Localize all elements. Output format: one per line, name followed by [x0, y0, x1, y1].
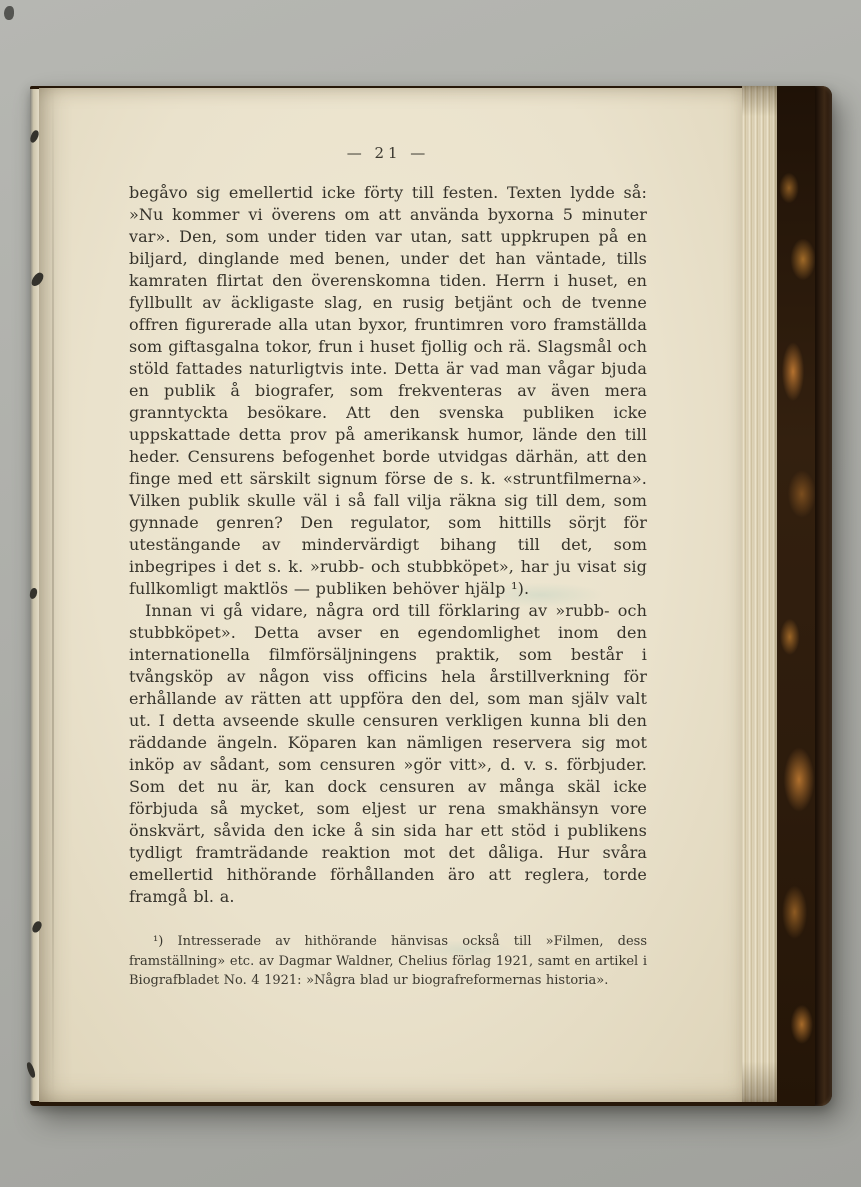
leather-edge	[815, 86, 832, 1106]
paragraph: begåvo sig emellertid icke förty till festen. Texten lydde så: »Nu kommer vi överens om att använda byxorna 5 minuter var». Den, som under tiden var utan, satt uppkrupen på en biljard, dinglande med benen, under det han väntade, tills kamraten flirtat den överenskomna tiden. Herrn i huset, en fyllbullt av äckligaste slag, en rusig betjänt och de tvenne offren figurerade alla utan byxor, fruntimren voro framställda som giftasgalna tokor, frun i huset fjollig och rä. Slagsmål och stöld fattades naturligtvis inte. Detta är vad man vågar bjuda en publik å biografer, som frekventeras av även mera granntyckta besökare. Att den svenska publiken icke uppskattade detta prov på amerikansk humor, lände den till heder. Censurens befogenhet borde utvidgas därhän, att den finge med ett särskilt signum förse de s. k. «struntfilmerna». Vilken publik skulle väl i så fall vilja räkna sig till dem, som gynnade genren? Den regulator, som hittills sörjt för utestängande av mindervärdigt bihang till det, som inbegripes i det s. k. »rubb- och stubbköpet», har ju visat sig fullkomligt maktlös — publiken behöver hjälp ¹).	[129, 183, 647, 598]
page-edge-stack	[742, 86, 780, 1102]
book-page	[39, 88, 745, 1102]
paragraph: Innan vi gå vidare, några ord till förklaring av »rubb- och stubbköpet». Detta avser en egendomlighet inom den internationella filmförsäljningens praktik, som består i tvångsköp av någon viss officins hela årstillverkning för erhållande av rätten att uppföra den del, som man själv valt ut. I detta avseende skulle censuren verkligen kunna bli den räddande ängeln. Köparen kan nämligen reservera sig mot inköp av sådant, som censuren »gör vitt», d. v. s. förbjuder. Som det nu är, kan dock censuren av många skäl icke förbjuda så mycket, som eljest ur rena smakhänsyn vore önskvärt, såvida den icke å sin sida har ett stöd i publikens tydligt framträdande reaktion mot det dåliga. Hur svåra emellertid hithörande förhållanden äro att reglera, torde framgå bl. a.	[129, 601, 647, 906]
corner-speck	[4, 6, 14, 20]
page-content	[129, 144, 647, 991]
footnote: ¹) Intresserade av hithörande hänvisas också till »Filmen, dess framställning» etc. av Dagmar Waldner, Chelius förlag 1921, samt en artikel i Biografbladet No. 4 1921: »Några blad ur biografreformernas historia».	[129, 934, 647, 988]
gutter-fold-line	[52, 88, 54, 1102]
page-number: — 21 —	[346, 144, 430, 162]
book	[30, 86, 832, 1106]
body-text	[129, 182, 647, 908]
marbled-spine	[777, 86, 817, 1106]
